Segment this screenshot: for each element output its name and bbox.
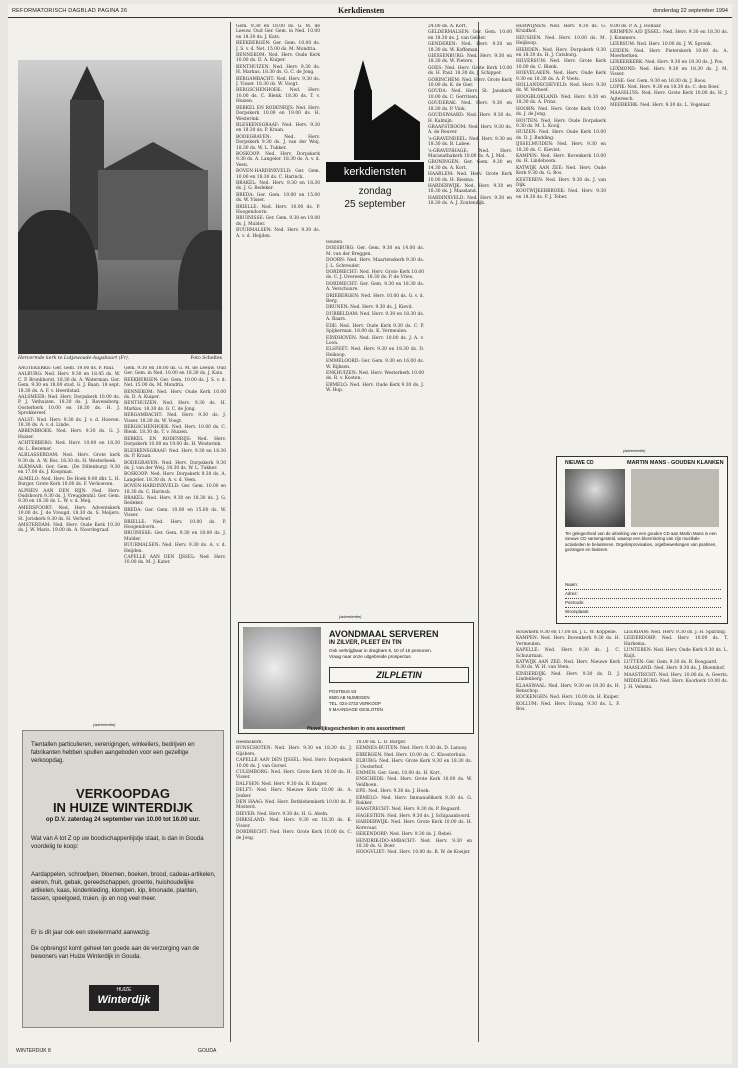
feature-title: kerkdiensten (326, 162, 424, 182)
column-1: AAGTEKERKE: Ger. Gem. 19.00 ds. P. Paul. AALBURG: Ned. Herv. 9.30 en 18.45 ds. W. C. P. Bronkhorst. 18.30 ds. A. Waterman. Ger. Gem. 9.30 en 18.00 stud. G. J. Baan. 18 sept. 18.30 ds. A. F. v. Heerdstad. AALSMEER: Ned. Herv. Dorpskerk 10.00 ds. P. J. Vethuizen. 18.30 ds. J. Ravensberg. Oosterkerk 10.00 en 18.30 ds. H. J. Sprokkereef. AALST: Ned. Herv. 9.30 ds. J. v. d. Hoeven. 18.30 ds. A. v. d. Linde. ABBENBROEK: Ned. Herv. 9.30 ds. G. J. Huizer. ACHTERBERG: Ned. Herv. 10.00 en 18.30 ds. L. Bezemer. ALBLASSERDAM: Ned. Herv. Grote kerk 9.30 ds. A. W. Bos. 18.30 ds. H. Westerbeek. ALKMAAR: Ger. Gem. (De Dillenburg) 9.30 en 17.00 ds. J. Koopman. ALMELO: Ned. Herv. De Hoek 9.00 dhr. L. H. Burger. Grote Kerk 10.00 ds. F. Verhoeven. ALPHEN AAN DEN RIJN: Ned. Herv. Oudshoorn 9.30 ds. J. Vreugdenhil. Ger. Gem. 9.30 en 18.30 ds. L. W. v. d. Meij. AMERSFOORT: Ned. Herv. Adventskerk 10.00 ds. J. de Vreugd. 18.30 ds. S. Meijers. St. Joriskerk 9.30 ds. H. Verhoef. AMSTERDAM: Ned. Herv. Oude Kerk 10.30 ds. J. W. Maris. 19.00 ds. A. Noordegraaf. (18, 366, 120, 534)
cd-description: Ter gelegenheid van de uitreiking van een gouden CD aan Martin Mans is een nieuwe CD samengesteld, waarop een bloemlezing van zijn muzikale activiteiten te beluisteren. Orgelimprovisaties, orgelbewerkingen van psalmen, gezangen en liederen. (565, 531, 717, 553)
footer-city: GOUDA (198, 1048, 217, 1054)
portrait-image (565, 469, 625, 527)
page-footer (12, 1044, 728, 1058)
church-photo (18, 60, 222, 354)
column-5: 24.00 ds. A. Kort. GELDERMALSEN: Ger. Gem. 10.00 en 18.30 ds. J. van Gelder. GENDEREN: Ned. Herv. 9.30 en 18.30 ds. W. Koffeman. GIESSENBURG: Ned. Herv. 9.30 en 18.30 ds. W. Pieters. GOES: Ned. Herv. Grote Kerk 10.00 ds. H. Paul. 18.30 ds. J. Schipper. GORINCHEM: Ned. Herv. Grote Kerk 10.00 ds. K. de Gier. GOUDA: Ned. Herv. St. Janskerk 10.00 ds. C. Gerritsen. GOUDERAK: Ned. Herv. 9.30 en 18.30 ds. P. Vink. GOUDSWAARD: Ned. Herv. 9.30 ds. H. Kalmijn. GRAAFSTROOM: Ned. Herv. 9.30 ds. A. de Reuver. 's-GRAVENDEEL: Ned. Herv. 9.30 en 18.30 ds. B. Labee. 's-GRAVENHAGE: Ned. Herv. Maranathakerk 10.00 ds. A. J. Mol. GRONINGEN: Ger. Gem. 9.30 en 14.30 ds. A. Kort. HAARLEM: Ned. Herv. Grote Kerk 10.00 ds. H. Biesma. HARDERWIJK: Ned. Herv. 9.30 en 18.30 ds. J. Maasland. HARDINXVELD: Ned. Herv. 9.30 en 18.30 ds. A. J. Zoutendijk. (428, 24, 512, 207)
masthead (8, 4, 732, 18)
cd-cover-image (631, 469, 719, 527)
feature-date: 25 september (344, 199, 406, 210)
brand-logo: ZILPLETIN (329, 667, 469, 683)
caption-text: Hervormde kerk te Lutjewoude-Augsbuurt (Fr). (18, 356, 130, 361)
tableware-image (243, 627, 321, 729)
ad-date-line: op D.V. zaterdag 24 september van 10.00 tot 16.00 uur. (45, 817, 201, 823)
column-rule (230, 22, 231, 1042)
section-title: Kerkdiensten (338, 6, 385, 15)
column-11: 18.00 ds. L. D. Burger. EEMNES-BUITEN: Ned. Herv. 9.30 ds. D. Lanooy. EIBERGEN: Ned. Herv. 10.00 ds. C. Kloosterhuis. ELBURG: Ned. Herv. Grote Kerk 9.30 en 18.30 ds. J. Oosterhof. EMMEN: Ger. Gem. 10.00 ds. H. Kort. ENSCHEDE: Ned. Herv. Grote Kerk 10.00 ds. W. Veldhoen. EPE: Ned. Herv. 9.30 ds. J. Hoek. ERMELO: Ned. Herv. Immanuëlkerk 9.30 ds. G. Bakker. HAASTRECHT: Ned. Herv. 9.30 ds. P. Bogaard. HAGESTEIN: Ned. Herv. 9.30 ds. J. Schipaanboord. HARDERWIJK: Ned. Herv. Grote Kerk 10.00 ds. H. Korevaar. HEKENDORP: Ned. Herv. 9.30 ds. J. Rebel. HENDRIK-IDO-AMBACHT: Ned. Herv. 9.30 en 18.30 ds. G. Boer. HOOGVLIET: Ned. Herv. 10.00 ds. R. W. de Koeijer. (356, 740, 472, 856)
cd-title: MARTIN MANS - GOUDEN KLANKEN (627, 460, 724, 466)
restaurant-advertisement: (advertentie) AVONDMAAL SERVEREN IN ZILVER, PLEET EN TIN Ook verkrijgbaar in dragbare 6, 10 of 15 personen. Vraag naar onze uitgebreide prospectus. ZILPLETIN POSTBUS 53 6500 AB NIJMEGEN TEL. 024-3733 VERKOOP 5 MAANDAGE GESLOTEN Huwelijksgeschenken in ons assortiment (238, 622, 474, 734)
photo-caption (18, 356, 222, 361)
ad-headline: VERKOOPDAG (76, 786, 170, 801)
ad-headline-2: IN HUIZE WINTERDIJK (52, 800, 194, 815)
column-10: Heemskerk. BUNSCHOTEN: Ned. Herv. 9.30 en 18.30 ds. J. Gijsbers. CAPELLE AAN DEN IJSSEL: Ned. Herv. Dorpskerk 10.00 ds. J. van Gorsel. CULEMBORG: Ned. Herv. Grote Kerk 10.00 ds. H. Visser. DALFSEN: Ned. Herv. 9.30 ds. R. Kuiper. DELFT: Ned. Herv. Nieuwe Kerk 10.00 ds. A. Jonker. DEN HAAG: Ned. Herv. Bethlehemkerk 10.00 ds. P. Mosterd. DIEVER: Ned. Herv. 9.30 ds. H. G. Abeln. DIRKSLAND: Ned. Herv. 9.30 en 18.30 ds. K. Visser. DORDRECHT: Ned. Herv. Grote Kerk 10.00 ds. C. de Jong. (236, 740, 352, 841)
ad-headline: AVONDMAAL SERVEREN (329, 629, 439, 639)
kerkdiensten-feature (326, 60, 424, 236)
issue-date: donderdag 22 september 1994 (652, 8, 728, 14)
column-7: 8.00 ds. P. A. J. Hollaar. KRIMPEN A/D IJSSEL: Ned. Herv. 9.30 en 18.30 ds. J. Kommers. LEERSUM: Ned. Herv. 10.00 ds. J. W. Spronk. LEIDEN: Ned. Herv. Pieterskerk 10.00 ds. A. Moerkerken. LEKKERKERK: Ned. Herv. 9.30 en 18.30 ds. J. Pos. LEXMOND: Ned. Herv. 9.30 en 18.30 ds. J. M. Visser. LISSE: Ger. Gem. 9.30 en 16.00 ds. J. Roos. LOPIK: Ned. Herv. 9.30 en 18.30 ds. C. den Boer. MAASSLUIS: Ned. Herv. Grote Kerk 10.00 ds. H. J. Agteresch. MEERKERK: Ned. Herv. 9.30 ds. L. Vogelaar. (610, 24, 728, 109)
ad-intro: Tientallen particulieren, verenigingen, winkeliers, bedrijven en fabrikanten hebben spullen aangeboden voor een gezellige verkoopdag. (31, 742, 195, 764)
city-field[interactable]: Woonplaats: (565, 608, 721, 617)
postcode-field[interactable]: Postcode: (565, 599, 721, 608)
column-3: Gem. 9.30 en 18.00 ds. G. M. de Leeuw. Oud Ger. Gem. in Ned. 10.00 en 18.30 ds. J. Kats. BEEKBERGEN: Ger. Gem. 10.00 ds. J. S. v. d. Net. 15.00 ds. M. Mondria. BENNEKOM: Ned. Herv. Oude Kerk 10.00 ds. D. A. Kuiper. BENTHUIZEN: Ned. Herv. 9.30 ds. H. Markus. 18.30 ds. G. C. de Jong. BERGAMBACHT: Ned. Herv. 9.30 ds. J. Visser. 18.30 ds. W. Voogt. BERGSCHENHOEK: Ned. Herv. 10.00 ds. C. Blenk. 18.30 ds. T. v. Huizen. BERKEL EN RODENRIJS: Ned. Herv. Dorpskerk 10.00 en 19.00 ds. H. Westerink. BLESKENSGRAAF: Ned. Herv. 9.30 en 18.30 ds. P. Kraan. BODEGRAVEN: Ned. Herv. Dorpskerk 9.30 ds. J. van der Weij. 18.30 ds. W. L. Tukker. BOSKOOP: Ned. Herv. Dorpskerk 9.30 ds. A. Langeler. 18.30 ds. A. v. d. Veen. BOVEN-HARDINXVELD: Ger. Gem. 10.00 en 18.30 ds. C. Harinck. BRAKEL: Ned. Herv. 9.30 en 18.30 ds. J. G. Redeker. BREDA: Ger. Gem. 10.00 en 15.00 ds. W. Visser. BRIELLE: Ned. Herv. 10.00 ds. P. Hoogendoorn. BRUINISSE: Ger. Gem. 9.30 en 18.00 ds. J. Mulder. BUURMALSEN: Ned. Herv. 9.30 ds. A. v. d. Heijden. (236, 24, 320, 239)
column-8: Rouwkerk 9.30 en 17.00 ds. J. L. W. Koppelle. KAMPEN: Ned. Herv. Bovenkerk 9.30 ds. H. Vermeulen. KAPELLE: Ned. Herv. 9.30 ds. J. C. Schuurman. KATWIJK AAN ZEE: Ned. Herv. Nieuwe Kerk 9.30 ds. W. H. van Veen. KINDERDIJK: Ned. Herv. 9.30 ds. D. J. Lindenberg. KLAASWAAL: Ned. Herv. 9.30 en 18.30 ds. H. Benschop. KOCKENGEN: Ned. Herv. 10.00 ds. H. Kuiper. KOLLUM: Ned. Herv. Evang. 9.30 ds. L. F. Bos. (516, 630, 620, 713)
photo-credit: Foto Scheltes (190, 356, 222, 361)
cd-advertisement: (advertentie) NIEUWE CD MARTIN MANS - GOUDEN KLANKEN Ter gelegenheid van de uitreiking van een gouden CD aan Martin Mans is een nieuwe CD samengesteld, waarop een bloemlezing van zijn muzikale activiteiten te beluisteren. Orgelimprovisaties, orgelbewerkingen van psalmen, gezangen en liederen. Naam: Adres: Postcode: Woonplaats: (556, 456, 728, 624)
ad-subheadline: IN ZILVER, PLEET EN TIN (329, 640, 402, 646)
column-2: Gem. 9.30 en 18.00 ds. G. M. de Leeuw. Oud Ger. Gem. in Ned. 10.00 en 18.30 ds. J. Kats. BEEKBERGEN: Ger. Gem. 10.00 ds. J. S. v. d. Net. 15.00 ds. M. Mondria. BENNEKOM: Ned. Herv. Oude Kerk 10.00 ds. D. A. Kuiper. BENTHUIZEN: Ned. Herv. 9.30 ds. H. Markus. 18.30 ds. G. C. de Jong. BERGAMBACHT: Ned. Herv. 9.30 ds. J. Visser. 18.30 ds. W. Voogt. BERGSCHENHOEK: Ned. Herv. 10.00 ds. C. Blenk. 18.30 ds. T. v. Huizen. BERKEL EN RODENRIJS: Ned. Herv. Dorpskerk 10.00 en 19.00 ds. H. Westerink. BLESKENSGRAAF: Ned. Herv. 9.30 en 18.30 ds. P. Kraan. BODEGRAVEN: Ned. Herv. Dorpskerk 9.30 ds. J. van der Weij. 18.30 ds. W. L. Tukker. BOSKOOP: Ned. Herv. Dorpskerk 9.30 ds. A. Langeler. 18.30 ds. A. v. d. Veen. BOVEN-HARDINXVELD: Ger. Gem. 10.00 en 18.30 ds. C. Harinck. BRAKEL: Ned. Herv. 9.30 en 18.30 ds. J. G. Redeker. BREDA: Ger. Gem. 10.00 en 15.00 ds. W. Visser. BRIELLE: Ned. Herv. 10.00 ds. P. Hoogendoorn. BRUINISSE: Ger. Gem. 9.30 en 18.00 ds. J. Mulder. BUURMALSEN: Ned. Herv. 9.30 ds. A. v. d. Heijden. CAPELLE AAN DEN IJSSEL: Ned. Herv. 10.00 ds. M. J. Kater. (124, 366, 226, 566)
column-9: LEERDAM: Ned. Herv. 9.30 ds. J. H. Sparling. LEIDERDORP: Ned. Herv. 10.00 ds. T. Harkema. LUNTEREN: Ned. Herv. Oude Kerk 9.30 ds. L. Kuijt. LUTTEN: Ger. Gem. 9.30 ds. R. Boogaard. MAASLAND: Ned. Herv. 9.30 ds. J. Bloemhof. MAASTRICHT: Ned. Herv. 10.00 ds. A. Geerts. MIDDELBURG: Ned. Herv. Koorkerk 10.00 ds. J. H. Velema. (624, 630, 728, 690)
column-4: Heiden. DOESBURG: Ger. Gem. 9.30 en 14.00 ds. M. van der Breggen. DOORN: Ned. Herv. Maartenskerk 9.30 ds. J. L. Schreuder. DORDRECHT: Ned. Herv. Grote Kerk 10.00 ds. C. J. Overeem. 18.30 ds. P. de Vries. DORDRECHT: Ger. Gem. 9.30 en 18.30 ds. A. Verschuure. DRIEBERGEN: Ned. Herv. 10.00 ds. G. v. d. Berg. DRUNEN: Ned. Herv. 9.30 ds. J. Kievit. DUBBELDAM: Ned. Herv. 9.30 en 18.30 ds. A. Baars. EDE: Ned. Herv. Oude Kerk 9.30 ds. C. P. Spijkerman. 18.00 ds. K. Vermeulen. EINDHOVEN: Ned. Herv. 10.00 ds. J. A. v. Loon. ELSPEET: Ned. Herv. 9.30 en 18.30 ds. D. Heikoop. EMMELOORD: Ger. Gem. 9.30 en 16.00 ds. W. Rijksen. ENKHUIZEN: Ned. Herv. Westerkerk 10.00 ds. R. v. Kooten. ERMELO: Ned. Herv. Oude Kerk 9.30 ds. J. W. Hop. (326, 240, 424, 394)
name-field[interactable]: Naam: (565, 581, 721, 590)
footer-address: WINTERDIJK 8 (16, 1048, 51, 1054)
order-form (565, 581, 721, 617)
paper-name: REFORMATORISCH DAGBLAD PAGINA 26 (12, 8, 128, 14)
cd-badge: NIEUWE CD (565, 460, 594, 466)
address-field[interactable]: Adres: (565, 590, 721, 599)
column-6: HERWIJNEN: Ned. Herv. 9.30 ds. G. Kruidhof. HEUSDEN: Ned. Herv. 10.00 ds. M. Heijkoop. HIERDEN: Ned. Herv. Dorpskerk 9.30 en 18.30 ds. H. J. Catsburg. HILVERSUM: Ned. Herv. Grote Kerk 10.00 ds. C. Blenk. HOEVELAKEN: Ned. Herv. Oude Kerk 9.30 en 18.30 ds. A. P. Voets. HOLLANDSCHEVELD: Ned. Herv. 9.30 ds. W. Verhoef. HOOGBLOKLAND: Ned. Herv. 9.30 en 18.30 ds. A. Prins. HOORN: Ned. Herv. Grote Kerk 10.00 ds. J. de Jong. HOUTEN: Ned. Herv. Oude Dorpskerk 9.30 ds. M. L. Kooij. HUIZEN: Ned. Herv. Oude Kerk 10.00 ds. D. J. Budding. IJSSELMUIDEN: Ned. Herv. 9.30 en 18.30 ds. C. Kieviet. KAMPEN: Ned. Herv. Bovenkerk 10.00 ds. H. Lindeboom. KATWIJK AAN ZEE: Ned. Herv. Oude Kerk 9.30 ds. G. Bos. KESTEREN: Ned. Herv. 9.30 ds. J. van Dijk. KOOTWIJKERBROEK: Ned. Herv. 9.30 en 18.30 ds. P. J. Tober. (516, 24, 606, 200)
feature-day: zondag (358, 186, 392, 197)
newspaper-page (8, 4, 732, 1064)
winterdijk-advertisement: (advertentie) Tientallen particulieren, verenigingen, winkeliers, bedrijven en fabrikanten hebben spullen aangeboden voor een gezellige verkoopdag. VERKOOPDAG IN HUIZE WINTERDIJK op D.V. zaterdag 24 september van 10.00 tot 16.00 uur. Wat van A tot Z op uw boodschappenlijstje staat, is dan in Gouda voordelig te koop: Aardappelen, schroefpen, bloemen, boeken, brood, cadeau-artikelen, eieren, fruit, gebak, gereedschappen, groente, huishoudelijke artikelen, kaas, kinderkleding, klompen, kip, limonade, planten, tassen, speelgoed, truien, ijs en nog veel meer. Er is dit jaar ook een stoelenmarkt aanwezig. De opbrengst komt geheel ten goede aan de verzorging van de bewoners van Huize Winterdijk in Gouda. HUIZE Winterdijk (22, 730, 224, 1028)
winterdijk-logo: HUIZE Winterdijk (89, 985, 159, 1011)
